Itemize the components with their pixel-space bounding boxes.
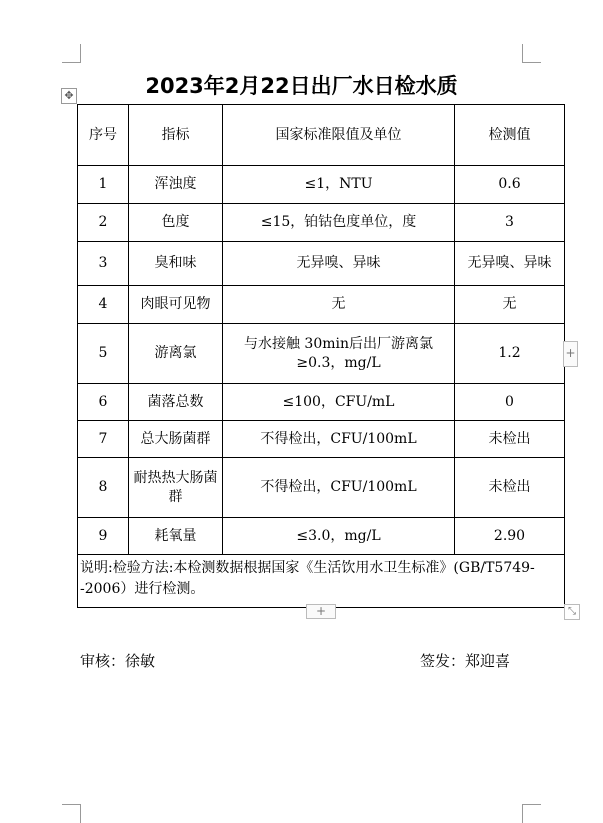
table-row xyxy=(78,421,565,458)
cell-standard[interactable]: ≤1，NTU xyxy=(223,166,455,204)
cell-no[interactable]: 5 xyxy=(78,324,129,384)
table-row xyxy=(78,518,565,555)
header-cell-result[interactable]: 检测值 xyxy=(455,105,565,166)
cell-indicator[interactable]: 菌落总数 xyxy=(129,384,223,421)
cell-no[interactable]: 1 xyxy=(78,166,129,204)
table-note-row xyxy=(78,555,565,608)
table-move-handle-icon[interactable]: ✥ xyxy=(61,88,77,104)
cell-no[interactable]: 8 xyxy=(78,458,129,518)
table-row xyxy=(78,204,565,242)
cell-indicator[interactable]: 臭和味 xyxy=(129,242,223,286)
table-resize-icon[interactable]: ⤡ xyxy=(564,604,580,620)
page-corner-mark-bottom-left xyxy=(62,804,81,823)
cell-standard[interactable]: 与水接触 30min后出厂游离氯≥0.3，mg/L xyxy=(223,324,455,384)
cell-result[interactable]: 2.90 xyxy=(455,518,565,555)
cell-no[interactable]: 4 xyxy=(78,286,129,324)
cell-result[interactable]: 0.6 xyxy=(455,166,565,204)
cell-result[interactable]: 1.2 xyxy=(455,324,565,384)
cell-indicator[interactable]: 肉眼可见物 xyxy=(129,286,223,324)
cell-result[interactable]: 0 xyxy=(455,384,565,421)
add-column-plus-icon[interactable]: + xyxy=(563,341,578,367)
cell-standard[interactable]: 无 xyxy=(223,286,455,324)
cell-no[interactable]: 9 xyxy=(78,518,129,555)
table-header-row xyxy=(78,105,565,166)
cell-indicator[interactable]: 游离氯 xyxy=(129,324,223,384)
cell-indicator[interactable]: 耐热热大肠菌群 xyxy=(129,458,223,518)
cell-standard[interactable]: 不得检出，CFU/100mL xyxy=(223,458,455,518)
cell-indicator[interactable]: 色度 xyxy=(129,204,223,242)
cell-no[interactable]: 6 xyxy=(78,384,129,421)
table-row xyxy=(78,458,565,518)
table-row xyxy=(78,242,565,286)
cell-result[interactable]: 无 xyxy=(455,286,565,324)
reviewer-signature: 审核：徐敏 xyxy=(80,652,156,670)
cell-standard[interactable]: 无异嗅、异味 xyxy=(223,242,455,286)
table-row xyxy=(78,286,565,324)
cell-result[interactable]: 未检出 xyxy=(455,458,565,518)
cell-no[interactable]: 3 xyxy=(78,242,129,286)
table-row xyxy=(78,384,565,421)
cell-result[interactable]: 3 xyxy=(455,204,565,242)
add-row-plus-icon[interactable]: + xyxy=(306,604,336,619)
cell-no[interactable]: 7 xyxy=(78,421,129,458)
cell-standard[interactable]: ≤15，铂钴色度单位，度 xyxy=(223,204,455,242)
cell-indicator[interactable]: 总大肠菌群 xyxy=(129,421,223,458)
header-cell-standard[interactable]: 国家标准限值及单位 xyxy=(223,105,455,166)
page-corner-mark-bottom-right xyxy=(522,804,541,823)
issuer-signature: 签发：郑迎喜 xyxy=(420,652,511,670)
page-title: 2023年2月22日出厂水日检水质 xyxy=(145,74,458,98)
cell-result[interactable]: 未检出 xyxy=(455,421,565,458)
table-row xyxy=(78,166,565,204)
table-note[interactable]: 说明:检验方法:本检测数据根据国家《生活饮用水卫生标准》(GB/T5749--2006）进行检测。 xyxy=(78,555,565,608)
cell-indicator[interactable]: 耗氧量 xyxy=(129,518,223,555)
cell-standard[interactable]: ≤3.0，mg/L xyxy=(223,518,455,555)
page-corner-mark-top-right xyxy=(522,44,541,63)
page-corner-mark-top-left xyxy=(62,44,81,63)
cell-standard[interactable]: 不得检出，CFU/100mL xyxy=(223,421,455,458)
header-cell-indicator[interactable]: 指标 xyxy=(129,105,223,166)
cell-standard[interactable]: ≤100，CFU/mL xyxy=(223,384,455,421)
cell-result[interactable]: 无异嗅、异味 xyxy=(455,242,565,286)
header-cell-no[interactable]: 序号 xyxy=(78,105,129,166)
table-row xyxy=(78,324,565,384)
cell-no[interactable]: 2 xyxy=(78,204,129,242)
water-quality-table xyxy=(77,104,565,608)
cell-indicator[interactable]: 浑浊度 xyxy=(129,166,223,204)
